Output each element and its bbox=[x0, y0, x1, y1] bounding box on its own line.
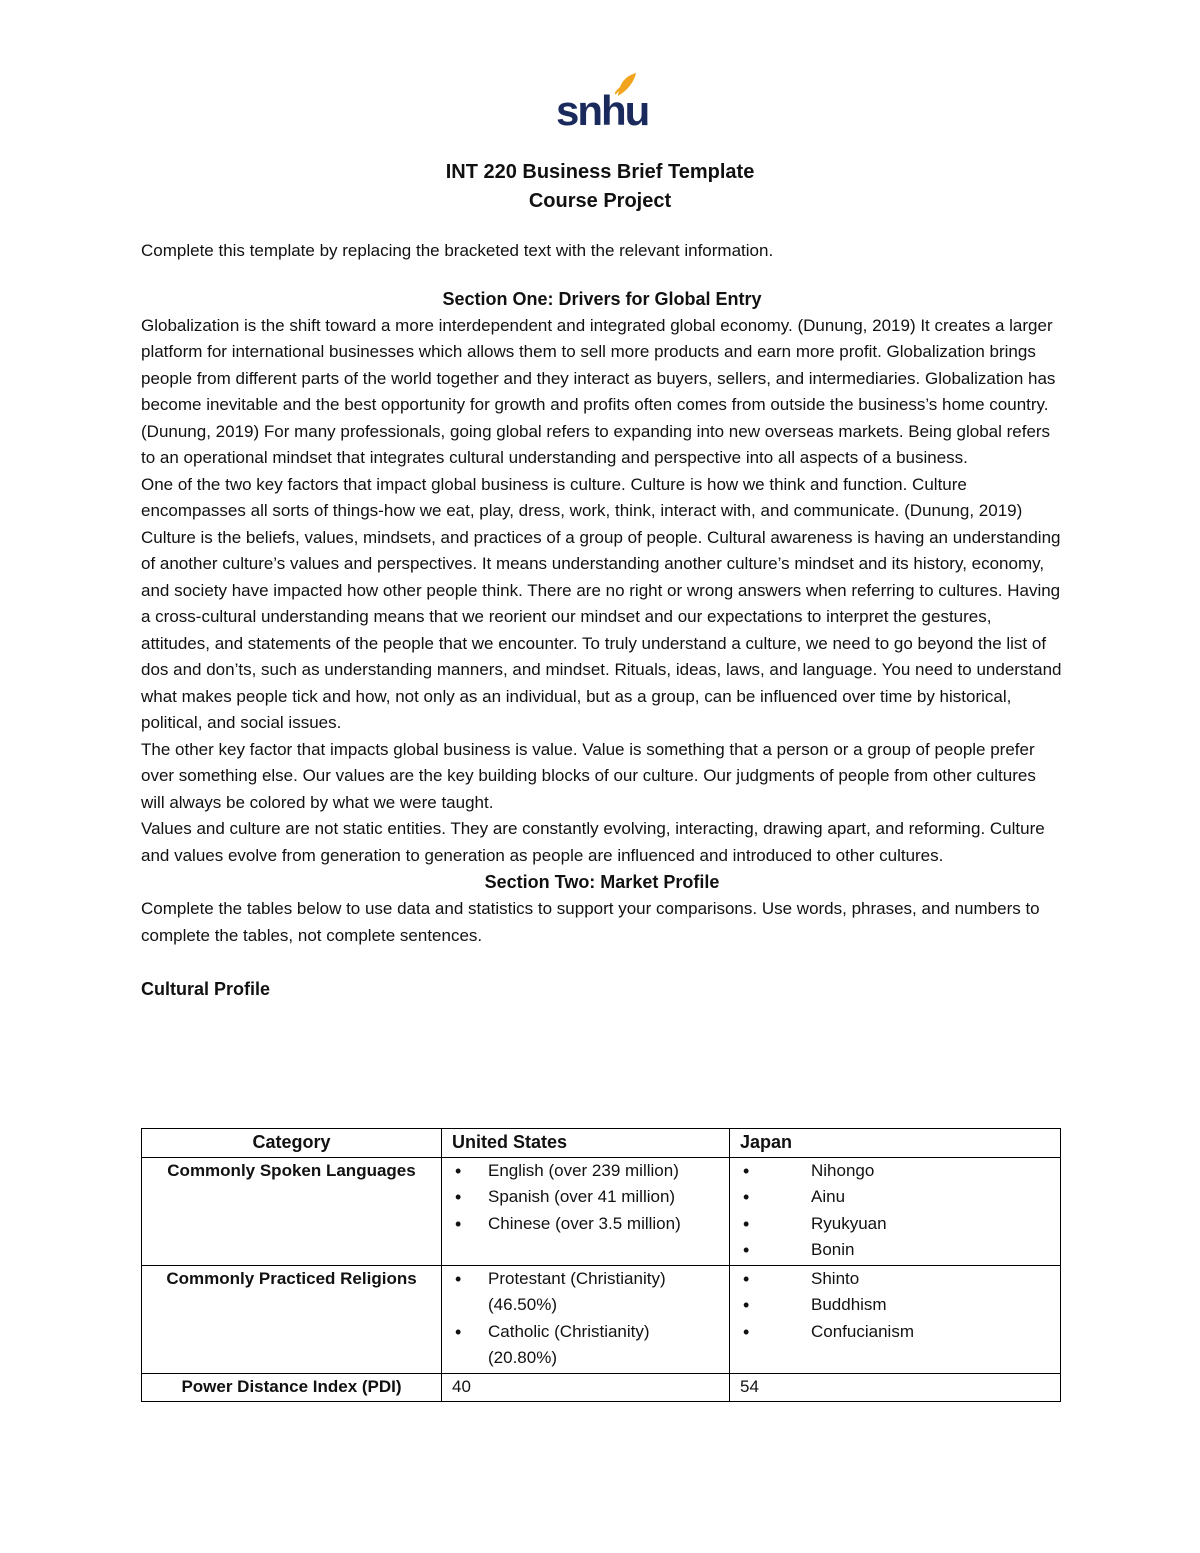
document-title bbox=[0, 158, 1200, 216]
column-header: Japan bbox=[730, 1129, 1061, 1158]
column-header: Category bbox=[142, 1129, 442, 1158]
list-item: • Ainu bbox=[740, 1184, 1050, 1211]
bullet-list bbox=[740, 1266, 1050, 1346]
instructions-text: Complete this template by replacing the bracketed text with the relevant information. bbox=[141, 241, 774, 260]
list-item: • Protestant (Christianity) (46.50%) bbox=[452, 1266, 719, 1319]
table-header-row bbox=[142, 1129, 1061, 1158]
cultural-profile-heading: Cultural Profile bbox=[141, 979, 271, 999]
list-item: • Nihongo bbox=[740, 1158, 1050, 1185]
us-cell: 40 bbox=[442, 1373, 730, 1402]
section-two-heading: Section Two: Market Profile bbox=[484, 872, 720, 892]
bullet-list bbox=[452, 1266, 719, 1372]
us-cell bbox=[442, 1157, 730, 1265]
list-item: • Shinto bbox=[740, 1266, 1050, 1293]
title-line-2: Course Project bbox=[528, 190, 672, 212]
bullet-list bbox=[740, 1158, 1050, 1264]
row-category: Commonly Spoken Languages bbox=[142, 1157, 442, 1265]
row-category: Power Distance Index (PDI) bbox=[142, 1373, 442, 1402]
section-one-paragraph: One of the two key factors that impact global business is culture. Culture is how we think and function. Culture encompasses all sorts of things-how we eat, play, dress, work, think, interact with, and communicate. (Dunung, 2019) Culture is the beliefs, values, mindsets, and practices of a group of people. Cultural awareness is having an understanding of another culture’s values and perspectives. It means understanding another culture’s mindset and its history, economy, and society have impacted how other people think. There are no right or wrong answers when referring to cultures. Having a cross-cultural understanding means that we reorient our mindset and our expectations to interpret the gestures, attitudes, and statements of the people that we encounter. To truly understand a culture, we need to go beyond the list of dos and don’ts, such as understanding manners, and mindset. Rituals, ideas, laws, and language. You need to understand what makes people tick and how, not only as an individual, but as a group, can be influenced over time by historical, political, and social issues. bbox=[141, 474, 1062, 732]
cultural-profile-table bbox=[141, 1128, 1061, 1402]
table-row bbox=[142, 1373, 1061, 1402]
section-one-heading: Section One: Drivers for Global Entry bbox=[442, 288, 762, 309]
list-item: • Chinese (over 3.5 million) bbox=[452, 1211, 719, 1238]
japan-cell bbox=[730, 1157, 1061, 1265]
title-line-1: INT 220 Business Brief Template bbox=[445, 161, 755, 183]
section-one-paragraph: Values and culture are not static entities. They are constantly evolving, interacting, drawing apart, and reforming. Culture and values evolve from generation to generation as people are influenced and introduced to other cultures. bbox=[141, 819, 1045, 865]
list-item: • Bonin bbox=[740, 1237, 1050, 1264]
column-header: United States bbox=[442, 1129, 730, 1158]
row-category: Commonly Practiced Religions bbox=[142, 1265, 442, 1373]
list-item: • English (over 239 million) bbox=[452, 1158, 719, 1185]
section-two-intro: Complete the tables below to use data and statistics to support your comparisons. Use words, phrases, and numbers to complete the tables, not complete sentences. bbox=[141, 899, 1040, 945]
section-one-paragraph: The other key factor that impacts global business is value. Value is something that a person or a group of people prefer over something else. Our values are the key building blocks of our culture. Our judgments of people from other cultures will always be colored by what we were taught. bbox=[141, 739, 1036, 812]
list-item: • Catholic (Christianity) (20.80%) bbox=[452, 1319, 719, 1372]
table-row bbox=[142, 1157, 1061, 1265]
snhu-logo bbox=[553, 72, 649, 134]
japan-cell bbox=[730, 1265, 1061, 1373]
logo-wordmark: snhu bbox=[556, 87, 649, 134]
list-item: • Spanish (over 41 million) bbox=[452, 1184, 719, 1211]
table-row bbox=[142, 1265, 1061, 1373]
japan-cell: 54 bbox=[730, 1373, 1061, 1402]
list-item: • Ryukyuan bbox=[740, 1211, 1050, 1238]
us-cell bbox=[442, 1265, 730, 1373]
list-item: • Confucianism bbox=[740, 1319, 1050, 1346]
section-one-paragraph: Globalization is the shift toward a more interdependent and integrated global economy. (Dunung, 2019) It creates a larger platform for international businesses which allows them to sell more products and earn more profit. Globalization brings people from different parts of the world together and they interact as buyers, sellers, and intermediaries. Globalization has become inevitable and the best opportunity for growth and profits often comes from outside the business’s home country. (Dunung, 2019) For many professionals, going global refers to expanding into new overseas markets. Being global refers to an operational mindset that integrates cultural understanding and perspective into all aspects of a business. bbox=[141, 315, 1056, 467]
list-item: • Buddhism bbox=[740, 1292, 1050, 1319]
bullet-list bbox=[452, 1158, 719, 1238]
document-body bbox=[141, 238, 1063, 1003]
